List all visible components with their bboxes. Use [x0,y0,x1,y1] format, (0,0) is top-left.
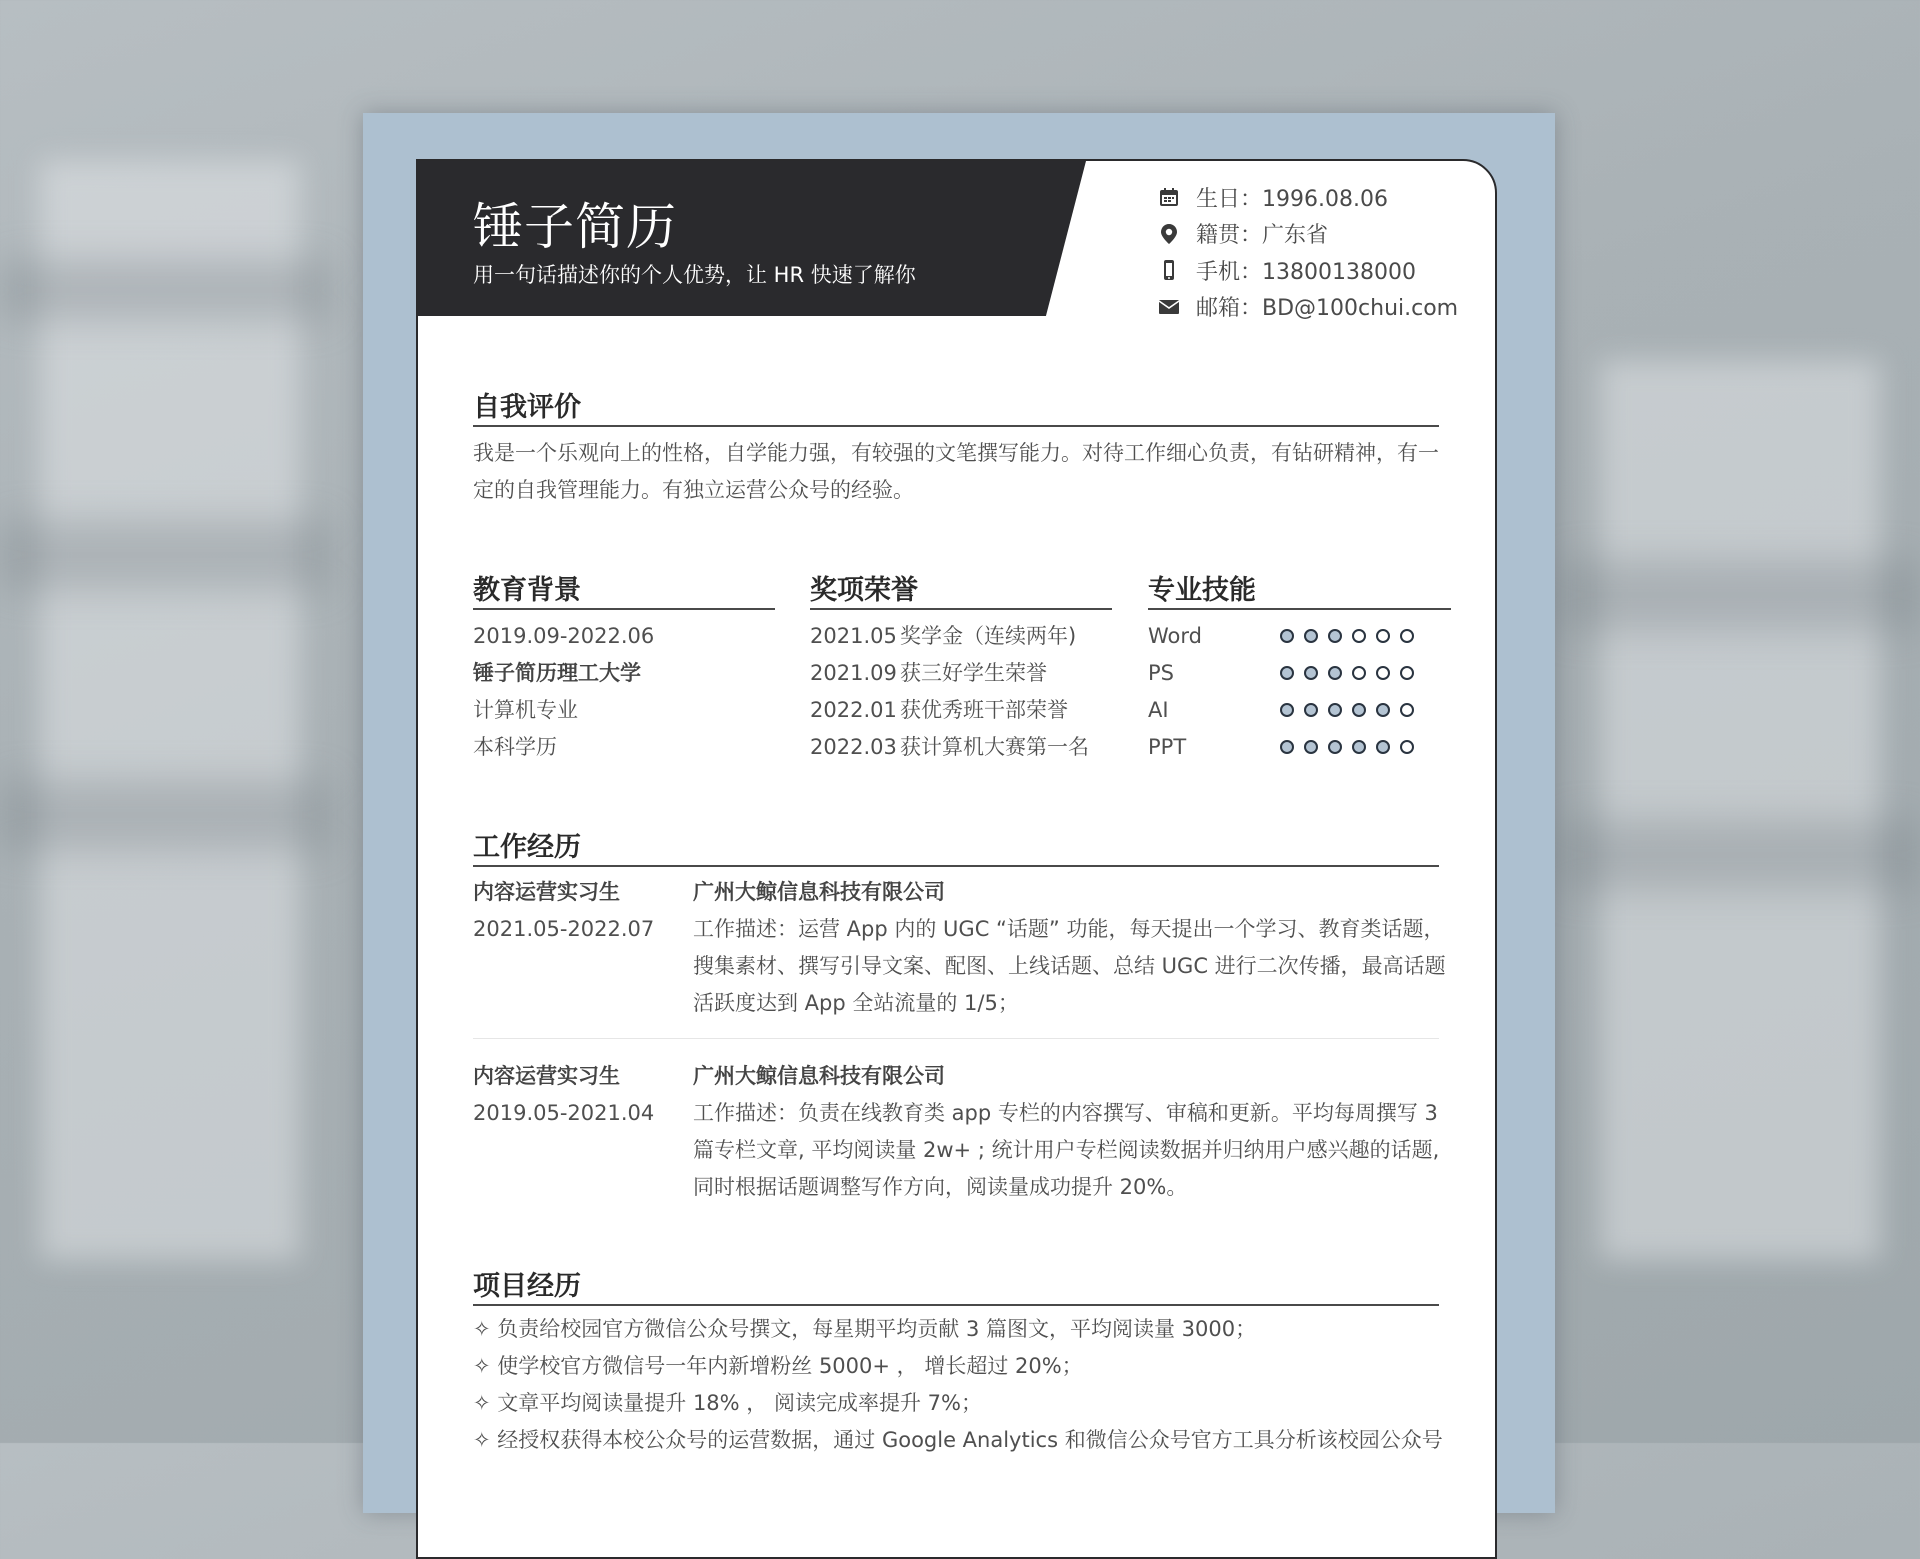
skill-dot-filled [1304,666,1318,680]
contact-birthday [1158,179,1458,216]
skill-dot-empty [1400,629,1414,643]
skill-dot-filled [1328,703,1342,717]
section-title-work: 工作经历 [473,832,581,863]
job-desc-line: 篇专栏文章, 平均阅读量 2w+ ; 统计用户专栏阅读数据并归纳用户感兴趣的话题, [693,1138,1440,1162]
job-period: 2021.05-2022.07 [473,917,655,941]
section-rule [473,608,775,610]
skill-dot-empty [1376,666,1390,680]
education-school: 锤子简历理工大学 [473,661,641,685]
skill-name: PS [1148,661,1174,685]
job-desc-line: 活跃度达到 App 全站流量的 1/5； [693,991,1019,1015]
section-title-awards: 奖项荣誉 [810,575,918,606]
skill-name: AI [1148,698,1169,722]
contact-birthday-text: 生日：1996.08.06 [1196,186,1388,212]
contact-email [1158,289,1458,326]
skill-dot-filled [1352,740,1366,754]
skill-dot-filled [1280,740,1294,754]
skill-dot-filled [1280,703,1294,717]
project-item: ✧ 负责给校园官方微信公众号撰文，每星期平均贡献 3 篇图文，平均阅读量 3000； [473,1317,1257,1341]
award-name: 获计算机大赛第一名 [900,735,1089,759]
skill-dot-empty [1400,703,1414,717]
award-date: 2021.09 [810,661,897,685]
skill-dot-filled [1280,629,1294,643]
skill-level-dots [1280,740,1414,754]
award-name: 奖学金（连续两年) [900,624,1077,648]
skill-level-dots [1280,629,1414,643]
job-role: 内容运营实习生 [473,880,620,904]
project-item: ✧ 使学校官方微信号一年内新增粉丝 5000+ ， 增长超过 20%； [473,1354,1083,1378]
skill-dot-filled [1376,703,1390,717]
resume-paper-frame [363,113,1555,1513]
section-rule [473,1304,1439,1306]
contact-hometown [1158,216,1458,253]
section-title-self-eval: 自我评价 [473,392,581,423]
resume-name: 锤子简历 [473,198,677,256]
skill-dot-filled [1328,666,1342,680]
section-rule [1148,608,1451,610]
award-date: 2021.05 [810,624,897,648]
skill-dot-empty [1400,740,1414,754]
job-desc-line: 搜集素材、撰写引导文案、配图、上线话题、总结 UGC 进行二次传播，最高话题 [693,954,1446,978]
contact-hometown-text: 籍贯：广东省 [1196,223,1329,249]
contact-info [1158,179,1458,325]
mail-icon [1158,296,1180,318]
skill-level-dots [1280,666,1414,680]
job-desc-line: 工作描述：运营 App 内的 UGC “话题” 功能，每天提出一个学习、教育类话题， [693,917,1445,941]
skill-dot-filled [1328,629,1342,643]
resume-sheet [416,159,1497,1559]
job-company: 广州大鲸信息科技有限公司 [693,880,945,904]
award-name: 获三好学生荣誉 [900,661,1047,685]
backdrop-light-band [1600,360,1880,1260]
skill-dot-filled [1376,740,1390,754]
job-divider [473,1038,1439,1039]
award-date: 2022.01 [810,698,897,722]
skill-dot-empty [1352,629,1366,643]
backdrop-shadow-band [0,780,330,850]
skill-dot-filled [1280,666,1294,680]
section-rule [473,425,1439,427]
education-degree: 本科学历 [473,735,557,759]
contact-email-text: 邮箱：BD@100chui.com [1196,296,1459,322]
skill-dot-filled [1304,703,1318,717]
project-item: ✧ 文章平均阅读量提升 18% ， 阅读完成率提升 7%； [473,1391,982,1415]
skill-dot-filled [1304,629,1318,643]
contact-phone-text: 手机：13800138000 [1196,259,1416,285]
skill-dot-filled [1304,740,1318,754]
job-period: 2019.05-2021.04 [473,1101,655,1125]
skill-dot-empty [1352,666,1366,680]
section-title-skills: 专业技能 [1148,575,1256,606]
skill-level-dots [1280,703,1414,717]
self-eval-line: 定的自我管理能力。有独立运营公众号的经验。 [473,478,914,502]
skill-name: PPT [1148,735,1187,759]
job-desc-line: 工作描述：负责在线教育类 app 专栏的内容撰写、审稿和更新。平均每周撰写 3 [693,1101,1438,1125]
backdrop-light-band [40,160,300,1260]
location-pin-icon [1158,223,1180,245]
job-desc-line: 同时根据话题调整写作方向，阅读量成功提升 20%。 [693,1175,1188,1199]
section-title-education: 教育背景 [473,575,581,606]
skill-dot-filled [1328,740,1342,754]
resume-tagline: 用一句话描述你的个人优势，让 HR 快速了解你 [473,263,916,287]
job-company: 广州大鲸信息科技有限公司 [693,1064,945,1088]
backdrop-shadow-band [1560,560,1920,630]
calendar-icon [1158,186,1180,208]
backdrop-shadow-band [1560,820,1920,890]
backdrop-shadow-band [0,260,330,320]
education-major: 计算机专业 [473,698,578,722]
project-item: ✧ 经授权获得本校公众号的运营数据，通过 Google Analytics 和微信公众号官方工具分析该校园公众号 [473,1428,1443,1452]
self-eval-line: 我是一个乐观向上的性格，自学能力强，有较强的文笔撰写能力。对待工作细心负责，有钻研精神，有一 [473,441,1439,465]
section-rule [473,865,1439,867]
phone-icon [1158,259,1180,281]
skill-dot-filled [1352,703,1366,717]
skill-name: Word [1148,624,1202,648]
section-title-projects: 项目经历 [473,1271,581,1302]
award-name: 获优秀班干部荣誉 [900,698,1068,722]
contact-phone [1158,252,1458,289]
backdrop-shadow-band [0,520,330,590]
section-rule [810,608,1112,610]
job-role: 内容运营实习生 [473,1064,620,1088]
award-date: 2022.03 [810,735,897,759]
education-period: 2019.09-2022.06 [473,624,655,648]
skill-dot-empty [1376,629,1390,643]
skill-dot-empty [1400,666,1414,680]
